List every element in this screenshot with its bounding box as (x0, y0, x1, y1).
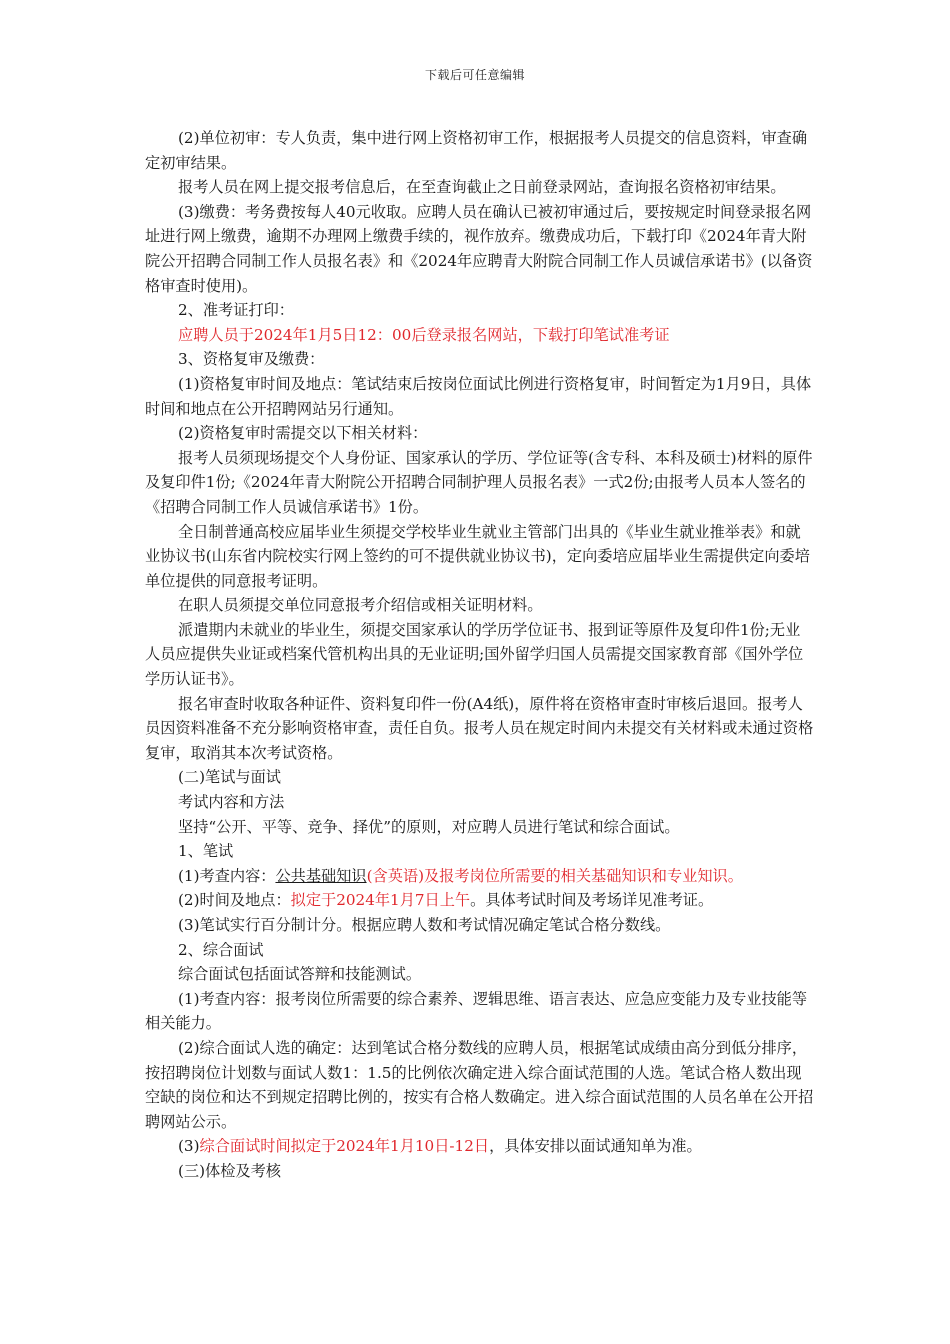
paragraph (145, 815, 815, 840)
paragraph-text: (三)体检及考核 (178, 1161, 281, 1180)
paragraph (145, 790, 815, 815)
paragraph (145, 593, 815, 618)
paragraph-text: (1)考查内容： (178, 866, 276, 885)
paragraph-text: 1、笔试 (178, 842, 234, 861)
paragraph-text: 考试内容和方法 (178, 793, 285, 812)
paragraph (145, 938, 815, 963)
paragraph-text: (3)笔试实行百分制计分。根据应聘人数和考试情况确定笔试合格分数线。 (178, 916, 671, 934)
paragraph-text: ，具体安排以面试通知单为准。 (489, 1137, 702, 1156)
paragraph (145, 372, 815, 421)
paragraph-text: 2、准考证打印： (178, 301, 294, 320)
paragraph-text: (2)单位初审：专人负责，集中进行网上资格初审工作，根据报考人员提交的信息资料，审查确定初审结果。 (145, 129, 808, 172)
paragraph-text: 在职人员须提交单位同意报考介绍信或相关证明材料。 (178, 596, 543, 615)
paragraph (145, 839, 815, 864)
document-body (145, 126, 815, 1184)
paragraph (145, 692, 815, 766)
page-header: 下载后可任意编辑 (424, 68, 525, 82)
paragraph-text: 报考人员须现场提交个人身份证、国家承认的学历、学位证等(含专科、本科及硕士)材料的原件及复印件1份;《2024年青大附院公开招聘合同制护理人员报名表》一式2份;由报考人员本人签名的《招聘合同制工作人员诚信承诺书》1份。 (145, 448, 813, 516)
paragraph-text: (2)综合面试人选的确定：达到笔试合格分数线的应聘人员，根据笔试成绩由高分到低分排序，按招聘岗位计划数与面试人数1：1.5的比例依次确定进入综合面试范围的人选。笔试合格人数出现空缺的岗位和达不到规定招聘比例的，按实有合格人数确定。进入综合面试范围的人员名单在公开招聘网站公示。 (145, 1038, 814, 1131)
highlighted-text: 综合面试时间拟定于2024年1月10日-12日 (199, 1137, 490, 1156)
paragraph (145, 864, 815, 889)
paragraph-text: (2)时间及地点： (178, 891, 291, 910)
paragraph (145, 347, 815, 372)
paragraph (145, 987, 815, 1036)
underlined-text: 公共基础知识 (275, 866, 367, 885)
paragraph (145, 298, 815, 323)
paragraph-text: 3、资格复审及缴费： (178, 350, 325, 369)
paragraph (145, 1159, 815, 1184)
paragraph (145, 446, 815, 520)
paragraph (145, 520, 815, 594)
paragraph-text: 坚持“公开、平等、竞争、择优”的原则，对应聘人员进行笔试和综合面试。 (178, 817, 680, 836)
paragraph-text: (1)考查内容：报考岗位所需要的综合素养、逻辑思维、语言表达、应急应变能力及专业技能等相关能力。 (145, 989, 808, 1033)
paragraph-text: (1)资格复审时间及地点：笔试结束后按岗位面试比例进行资格复审，时间暂定为1月9日，具体时间和地点在公开招聘网站另行通知。 (145, 374, 812, 418)
paragraph-text: 全日制普通高校应届毕业生须提交学校毕业生就业主管部门出具的《毕业生就业推举表》和就业协议书(山东省内院校实行网上签约的可不提供就业协议书)，定向委培应届毕业生需提供定向委培单位提供的同意报考证明。 (145, 522, 810, 590)
paragraph (145, 888, 815, 913)
paragraph-text: (2)资格复审时需提交以下相关材料： (178, 424, 428, 443)
paragraph (145, 618, 815, 692)
paragraph-text: (3) (178, 1137, 200, 1156)
paragraph (145, 1134, 815, 1159)
paragraph (145, 1036, 815, 1134)
paragraph-text: (二)笔试与面试 (178, 768, 281, 787)
paragraph-text: 2、综合面试 (178, 940, 264, 959)
paragraph (145, 421, 815, 446)
paragraph-text: 综合面试包括面试答辩和技能测试。 (178, 965, 421, 984)
paragraph (145, 200, 815, 298)
paragraph-text: (3)缴费：考务费按每人40元收取。应聘人员在确认已被初审通过后，要按规定时间登录报名网址进行网上缴费，逾期不办理网上缴费手续的，视作放弃。缴费成功后，下载打印《2024年青大附院公开招聘合同制工作人员报名表》和《2024年应聘青大附院合同制工作人员诚信承诺书》(以备资格审查时使用)。 (145, 202, 813, 295)
highlighted-text: 拟定于2024年1月7日上午 (290, 891, 471, 910)
highlighted-text: (含英语)及报考岗位所需要的相关基础知识和专业知识。 (366, 866, 743, 885)
paragraph-text: 报名审查时收取各种证件、资料复印件一份(A4纸)，原件将在资格审查时审核后退回。报考人员因资料准备不充分影响资格审查，责任自负。报考人员在规定时间内未提交有关材料或未通过资格复审，取消其本次考试资格。 (145, 694, 814, 762)
paragraph (145, 962, 815, 987)
paragraph (145, 913, 815, 938)
paragraph (145, 765, 815, 790)
paragraph (145, 323, 815, 348)
paragraph (145, 175, 815, 200)
paragraph-text: 派遣期内未就业的毕业生，须提交国家承认的学历学位证书、报到证等原件及复印件1份;无业人员应提供失业证或档案代管机构出具的无业证明;国外留学归国人员需提交国家教育部《国外学位学历认证书》。 (145, 620, 804, 689)
highlighted-text: 应聘人员于2024年1月5日12：00后登录报名网站，下载打印笔试准考证 (178, 325, 670, 344)
paragraph-text: 。具体考试时间及考场详见准考证。 (470, 891, 714, 910)
paragraph-text: 报考人员在网上提交报考信息后，在至查询截止之日前登录网站，查询报名资格初审结果。 (178, 178, 786, 197)
paragraph (145, 126, 815, 175)
